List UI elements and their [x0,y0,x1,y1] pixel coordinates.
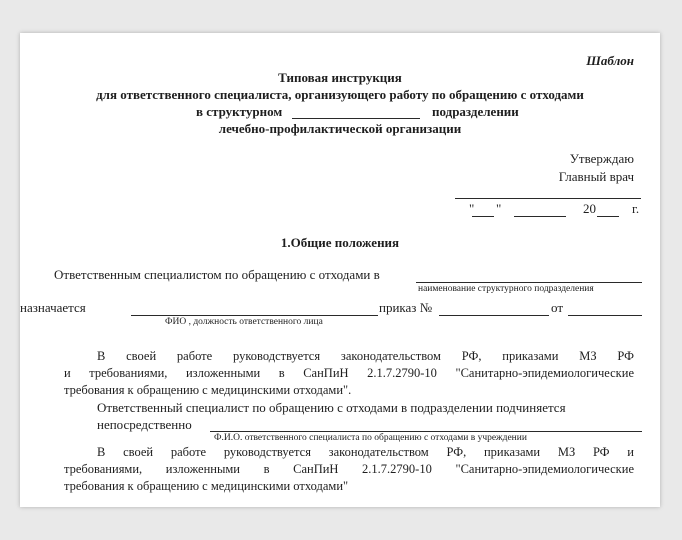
order-number-line [439,315,549,316]
doc-subtitle: для ответственного специалиста, организующего работу по обращению с отходами [96,87,584,102]
para2-line2: непосредственно [97,417,192,432]
para1-line2: и требованиями, изложенными в СанПиН 2.1.7.2790-10 "Санитарно-эпидемиологические [64,366,634,380]
date-quote-close: " [496,201,502,216]
supervisor-field-line [210,431,642,432]
supervisor-caption: Ф.И.О. ответственного специалиста по обращению с отходами в учреждении [214,433,527,443]
date-quote-open: " [469,201,475,216]
unit-name-caption: наименование структурного подразделения [418,284,594,294]
unit-name-blank [292,118,420,119]
position-label: Главный врач [558,169,634,184]
date-month-blank [514,216,566,217]
fio-field-line [131,315,378,316]
order-date-line [568,315,642,316]
from-label: от [551,300,564,315]
doc-subtitle-part-b: подразделении [432,104,519,119]
order-label: приказ № [379,300,433,315]
para1-line1: В своей работе руководствуется законодательством РФ, приказами МЗ РФ [97,349,634,363]
fio-caption: ФИО , должность ответственного лица [165,317,323,327]
para3-line3: требования к обращению с медицинскими отходами" [64,479,349,493]
date-day-blank [472,216,494,217]
doc-subtitle-part-a: в структурном [196,104,283,119]
appointed-label: назначается [20,300,86,315]
section-title: 1.Общие положения [280,235,400,250]
unit-name-field-line [416,282,642,283]
para1-line3: требования к обращению с медицинскими отходами". [64,383,352,397]
date-year-suffix: г. [632,201,640,216]
date-year-blank [597,216,619,217]
date-year-prefix: 20 [583,201,596,216]
doc-title: Типовая инструкция [278,70,402,85]
responsible-line: Ответственным специалистом по обращению с отходами в [54,267,380,282]
document-page [20,33,660,507]
signature-line [455,198,641,199]
template-label: Шаблон [586,53,634,68]
doc-subtitle-org: лечебно-профилактической организации [218,121,462,136]
para3-line1: В своей работе руководствуется законодательством РФ, приказами МЗ РФ и [97,445,634,459]
para2-line1: Ответственный специалист по обращению с отходами в подразделении подчиняется [97,400,566,415]
approve-label: Утверждаю [569,151,634,166]
para3-line2: требованиями, изложенными в СанПиН 2.1.7.2790-10 "Санитарно-эпидемиологические [64,462,634,476]
